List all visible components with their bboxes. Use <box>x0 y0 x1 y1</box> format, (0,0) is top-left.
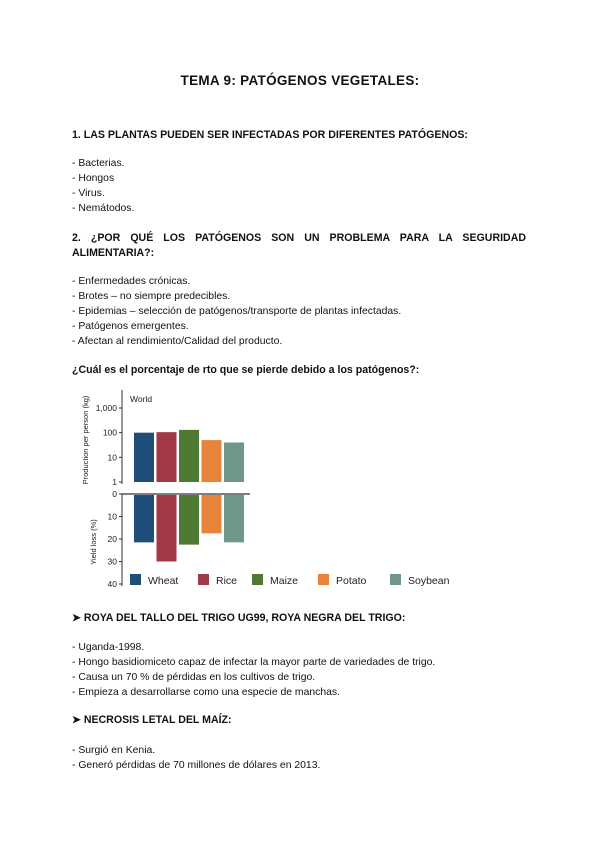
production-axis-label: Production per person (kg) <box>81 395 90 485</box>
list-item: - Brotes – no siempre predecibles. <box>72 291 231 302</box>
yield-loss-bar-rice <box>157 495 177 562</box>
crop-loss-chart <box>72 380 472 595</box>
list-item: - Hongos <box>72 173 115 184</box>
list-item: - Patógenos emergentes. <box>72 321 189 332</box>
list-item: - Surgió en Kenia. <box>72 745 156 756</box>
legend-label-maize: Maize <box>270 575 299 587</box>
production-bar-rice <box>157 432 177 482</box>
production-y-tick-label: 10 <box>107 452 117 463</box>
legend-swatch-rice <box>198 574 209 585</box>
list-item: - Causa un 70 % de pérdidas en los cultivos de trigo. <box>72 672 316 683</box>
list-item: - Bacterias. <box>72 158 125 169</box>
yield-loss-y-tick-label: 30 <box>107 556 117 567</box>
list-item: - Virus. <box>72 188 105 199</box>
section2-list <box>72 274 532 349</box>
section4-heading: ➤ NECROSIS LETAL DEL MAÍZ: <box>72 714 232 726</box>
legend-swatch-maize <box>252 574 263 585</box>
section3-list <box>72 640 532 700</box>
chart-title: World <box>130 394 153 404</box>
legend-swatch-potato <box>318 574 329 585</box>
legend-label-soybean: Soybean <box>408 575 450 587</box>
production-y-tick-label: 1 <box>112 477 117 487</box>
section1-heading: 1. LAS PLANTAS PUEDEN SER INFECTADAS POR DIFERENTES PATÓGENOS: <box>72 129 468 141</box>
page-title: TEMA 9: PATÓGENOS VEGETALES: <box>180 73 420 88</box>
section4-list <box>72 743 532 773</box>
list-item: - Hongo basidiomiceto capaz de infectar la mayor parte de variedades de trigo. <box>72 657 436 668</box>
list-item: - Generó pérdidas de 70 millones de dólares en 2013. <box>72 760 321 771</box>
production-y-tick-label: 1,000 <box>95 403 117 413</box>
yield-loss-y-tick-label: 40 <box>107 579 117 589</box>
yield-loss-y-tick-label: 10 <box>107 511 117 522</box>
section1-list <box>72 156 532 216</box>
yield-loss-bar-potato <box>202 495 222 533</box>
legend-swatch-wheat <box>130 574 141 585</box>
production-y-tick-label: 100 <box>102 427 117 438</box>
list-item: - Nemátodos. <box>72 203 135 214</box>
list-item: - Afectan al rendimiento/Calidad del producto. <box>72 336 283 347</box>
legend-swatch-soybean <box>390 574 401 585</box>
section2-heading: 2. ¿POR QUÉ LOS PATÓGENOS SON UN PROBLEMA PARA LA SEGURIDAD ALIMENTARIA?: <box>72 232 526 259</box>
legend-label-potato: Potato <box>336 575 367 587</box>
list-item: - Empieza a desarrollarse como una especie de manchas. <box>72 687 340 698</box>
yield-loss-axis-label: Yield loss (%) <box>89 519 98 565</box>
yield-loss-bar-maize <box>179 495 199 545</box>
list-item: - Uganda-1998. <box>72 642 145 653</box>
list-item: - Enfermedades crónicas. <box>72 276 191 287</box>
yield-loss-y-tick-label: 20 <box>107 534 117 544</box>
list-item: - Epidemias – selección de patógenos/transporte de plantas infectadas. <box>72 306 402 317</box>
production-bar-wheat <box>134 433 154 482</box>
legend-label-rice: Rice <box>216 575 238 587</box>
section3-heading: ➤ ROYA DEL TALLO DEL TRIGO UG99, ROYA NEGRA DEL TRIGO: <box>72 612 406 624</box>
yield-loss-bar-wheat <box>134 495 154 542</box>
production-bar-maize <box>179 430 199 482</box>
yield-loss-bar-soybean <box>224 495 244 542</box>
yield-loss-y-tick-label: 0 <box>112 489 117 499</box>
chart-question: ¿Cuál es el porcentaje de rto que se pierde debido a los patógenos?: <box>72 364 420 376</box>
production-bar-potato <box>202 440 222 482</box>
legend-label-wheat: Wheat <box>148 575 179 587</box>
production-bar-soybean <box>224 442 244 482</box>
